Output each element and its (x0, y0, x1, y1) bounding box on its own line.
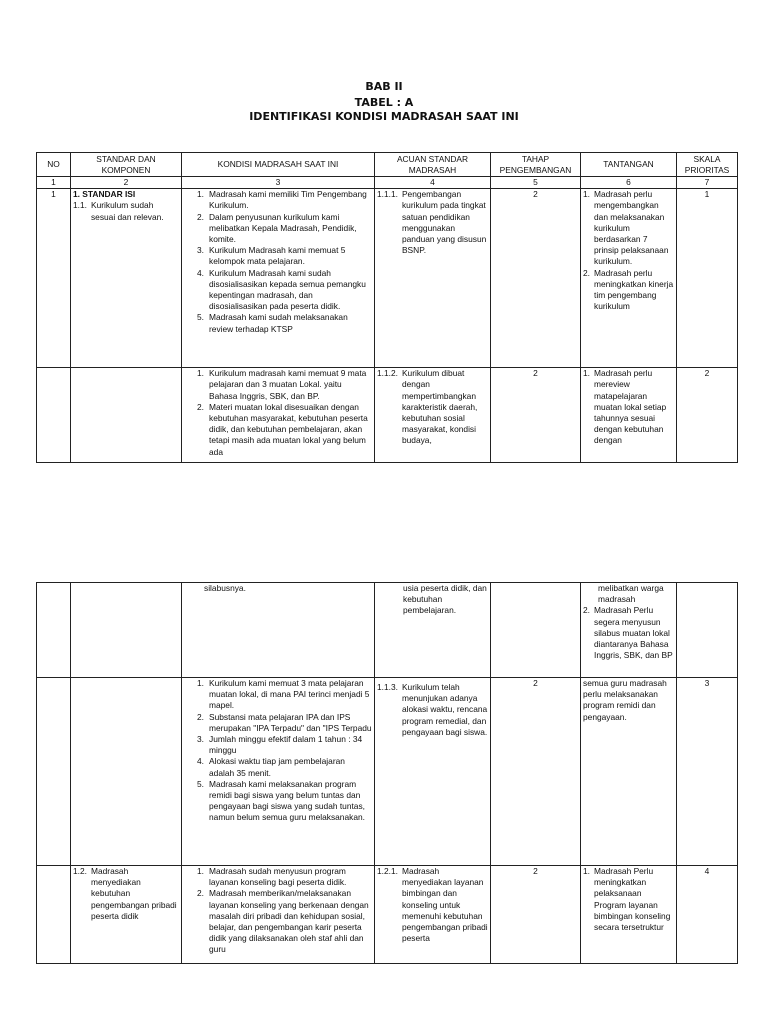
list-item: 4. Alokasi waktu tiap jam pembelajaran adalah 35 menit. (197, 756, 345, 778)
standar-komponen-cell (71, 678, 182, 866)
list-item: 1. Madrasah sudah menyusun program layanan konseling bagi peserta didik. (197, 866, 347, 888)
tantangan-cell (581, 678, 677, 866)
column-number-row (37, 177, 738, 189)
acuan-cell (375, 189, 491, 368)
kondisi-cell (182, 583, 375, 678)
col-number: 3 (182, 177, 375, 189)
table-header-row (37, 153, 738, 177)
list-item: 1. Madrasah perlu mengembangkan dan melaksanakan kurikulum berdasarkan 7 prinsip pelaksanaan kurikulum. (583, 189, 669, 267)
kondisi-list (184, 189, 372, 335)
document-heading: IDENTIFIKASI KONDISI MADRASAH SAAT INI (249, 110, 519, 123)
table-row (37, 189, 738, 368)
skala-cell: 4 (677, 866, 738, 964)
list-item: 5. Madrasah kami melaksanakan program remidi bagi siswa yang belum tuntas dan pengayaan bagi siswa yang sudah tuntas, namun belum semua guru melaksanakan. (197, 778, 365, 823)
condition-table-page-2 (36, 582, 738, 964)
list-item: 2. Dalam penyusunan kurikulum kami melibatkan Kepala Madrasah, Pendidik, komite. (197, 211, 357, 245)
list-item: 1. Madrasah Perlu meningkatkan pelaksanaan Program layanan bimbingan konseling secara tersetruktur (583, 866, 671, 933)
condition-table-page-1 (36, 152, 738, 463)
list-item: 3. Kurikulum Madrasah kami memuat 5 kelompok mata pelajaran. (197, 245, 346, 267)
component-item: 1.1. Kurikulum sudah sesuai dan relevan. (73, 200, 164, 222)
tahap-cell: 2 (491, 189, 581, 368)
col-header-kondisi: KONDISI MADRASAH SAAT INI (182, 153, 375, 177)
acuan-item: 1.1.3. Kurikulum telah menunjukan adanya alokasi waktu, rencana program remedial, dan pengayaan bagi siswa. (377, 682, 488, 737)
row-number: 1 (37, 189, 71, 368)
list-item: 2. Madrasah perlu meningkatkan kinerja tim pengembang kurikulum (583, 267, 674, 312)
table-row (37, 368, 738, 463)
kondisi-list (184, 678, 372, 824)
table-row (37, 678, 738, 866)
row-number (37, 866, 71, 964)
tantangan-cell (581, 368, 677, 463)
list-item: 2. Substansi mata pelajaran IPA dan IPS merupakan "IPA Terpadu" dan "IPS Terpadu (197, 711, 372, 733)
tahap-cell: 2 (491, 866, 581, 964)
row-number (37, 583, 71, 678)
table-row (37, 583, 738, 678)
list-item: 5. Madrasah kami sudah melaksanakan review terhadap KTSP (197, 312, 348, 334)
acuan-cell (375, 583, 491, 678)
list-item: 1. Madrasah perlu mereview matapelajaran muatan lokal setiap tahunnya sesuai dengan kebutuhan dengan (583, 368, 667, 446)
col-header-acuan: ACUAN STANDAR MADRASAH (375, 153, 491, 177)
row-number (37, 368, 71, 463)
tahap-cell: 2 (491, 368, 581, 463)
row-number (37, 678, 71, 866)
standard-title: 1. STANDAR ISI (73, 189, 136, 200)
acuan-item: 1.1.1. Pengembangan kurikulum pada tingkat satuan pendidikan menggunakan panduan yang disusun BSNP. (377, 189, 487, 256)
tantangan-text: semua guru madrasah perlu melaksanakan program remidi dan pengayaan. (583, 678, 667, 722)
skala-cell (677, 583, 738, 678)
acuan-item: 1.2.1. Madrasah menyediakan layanan bimbingan dan konseling untuk memenuhi kebutuhan pengembangan pribadi peserta (377, 866, 488, 944)
skala-cell: 2 (677, 368, 738, 463)
kondisi-cell (182, 189, 375, 368)
tantangan-continuation: melibatkan warga madrasah (598, 583, 664, 605)
acuan-cell (375, 866, 491, 964)
kondisi-cell (182, 678, 375, 866)
col-header-tahap: TAHAP PENGEMBANGAN (491, 153, 581, 177)
acuan-cell (375, 678, 491, 866)
standar-komponen-cell (71, 368, 182, 463)
kondisi-list (184, 368, 372, 458)
col-number: 4 (375, 177, 491, 189)
col-header-skala: SKALA PRIORITAS (677, 153, 738, 177)
list-item: 1. Kurikulum madrasah kami memuat 9 mata pelajaran dan 3 muatan Lokal. yaitu Bahasa Inggris, SBK, dan BP. (197, 368, 367, 401)
list-item: 2. Madrasah memberikan/melaksanakan layanan konseling yang berkenaan dengan masalah diri pribadi dan kehidupan sosial, belajar, dan pengembangan karir peserta didik yang dilaksanakan oleh staf ahli dan guru (197, 888, 369, 955)
kondisi-list (184, 866, 372, 956)
component-item: 1.2. Madrasah menyediakan kebutuhan pengembangan pribadi peserta didik (73, 866, 177, 921)
kondisi-continuation: silabusnya. (204, 583, 246, 593)
standar-komponen-cell (71, 866, 182, 964)
col-number: 6 (581, 177, 677, 189)
col-header-no: NO (37, 153, 71, 177)
acuan-continuation: usia peserta didik, dan kebutuhan pembelajaran. (403, 583, 487, 616)
standar-komponen-cell (71, 189, 182, 368)
table-row (37, 866, 738, 964)
list-item: 3. Jumlah minggu efektif dalam 1 tahun : 34 minggu (197, 734, 363, 756)
col-number: 7 (677, 177, 738, 189)
list-item: 1. Madrasah kami memiliki Tim Pengembang Kurikulum. (197, 189, 367, 211)
col-number: 5 (491, 177, 581, 189)
list-item: 2. Madrasah Perlu segera menyusun silabus muatan lokal diantaranya Bahasa Inggris, SBK, dan BP (583, 605, 673, 661)
acuan-item: 1.1.2. Kurikulum dibuat dengan mempertimbangkan karakteristik daerah, kebutuhan sosial masyarakat, kondisi budaya, (377, 368, 478, 446)
tantangan-cell (581, 583, 677, 678)
list-item: 1. Kurikulum kami memuat 3 mata pelajaran muatan lokal, di mana PAI terinci menjadi 5 mapel. (197, 678, 370, 711)
skala-cell: 3 (677, 678, 738, 866)
tahap-cell: 2 (491, 678, 581, 866)
col-header-standar: STANDAR DAN KOMPONEN (71, 153, 182, 177)
tantangan-cell (581, 189, 677, 368)
kondisi-cell (182, 368, 375, 463)
skala-cell: 1 (677, 189, 738, 368)
standar-komponen-cell (71, 583, 182, 678)
col-number: 1 (37, 177, 71, 189)
list-item: 2. Materi muatan lokal disesuaikan dengan kebutuhan masyarakat, kebutuhan peserta didik, dan kebutuhan pembelajaran, akan tetapi masih ada muatan lokal yang belum ada (197, 401, 368, 457)
col-header-tantangan: TANTANGAN (581, 153, 677, 177)
list-item: 4. Kurikulum Madrasah kami sudah disosialisasikan kepada semua pemangku kepentingan madrasah, dan disosialisasikan pada peserta didik. (197, 267, 366, 312)
acuan-cell (375, 368, 491, 463)
kondisi-cell (182, 866, 375, 964)
col-number: 2 (71, 177, 182, 189)
chapter-title: BAB II (365, 80, 403, 93)
table-title: TABEL : A (354, 96, 414, 109)
tantangan-cell (581, 866, 677, 964)
tahap-cell (491, 583, 581, 678)
